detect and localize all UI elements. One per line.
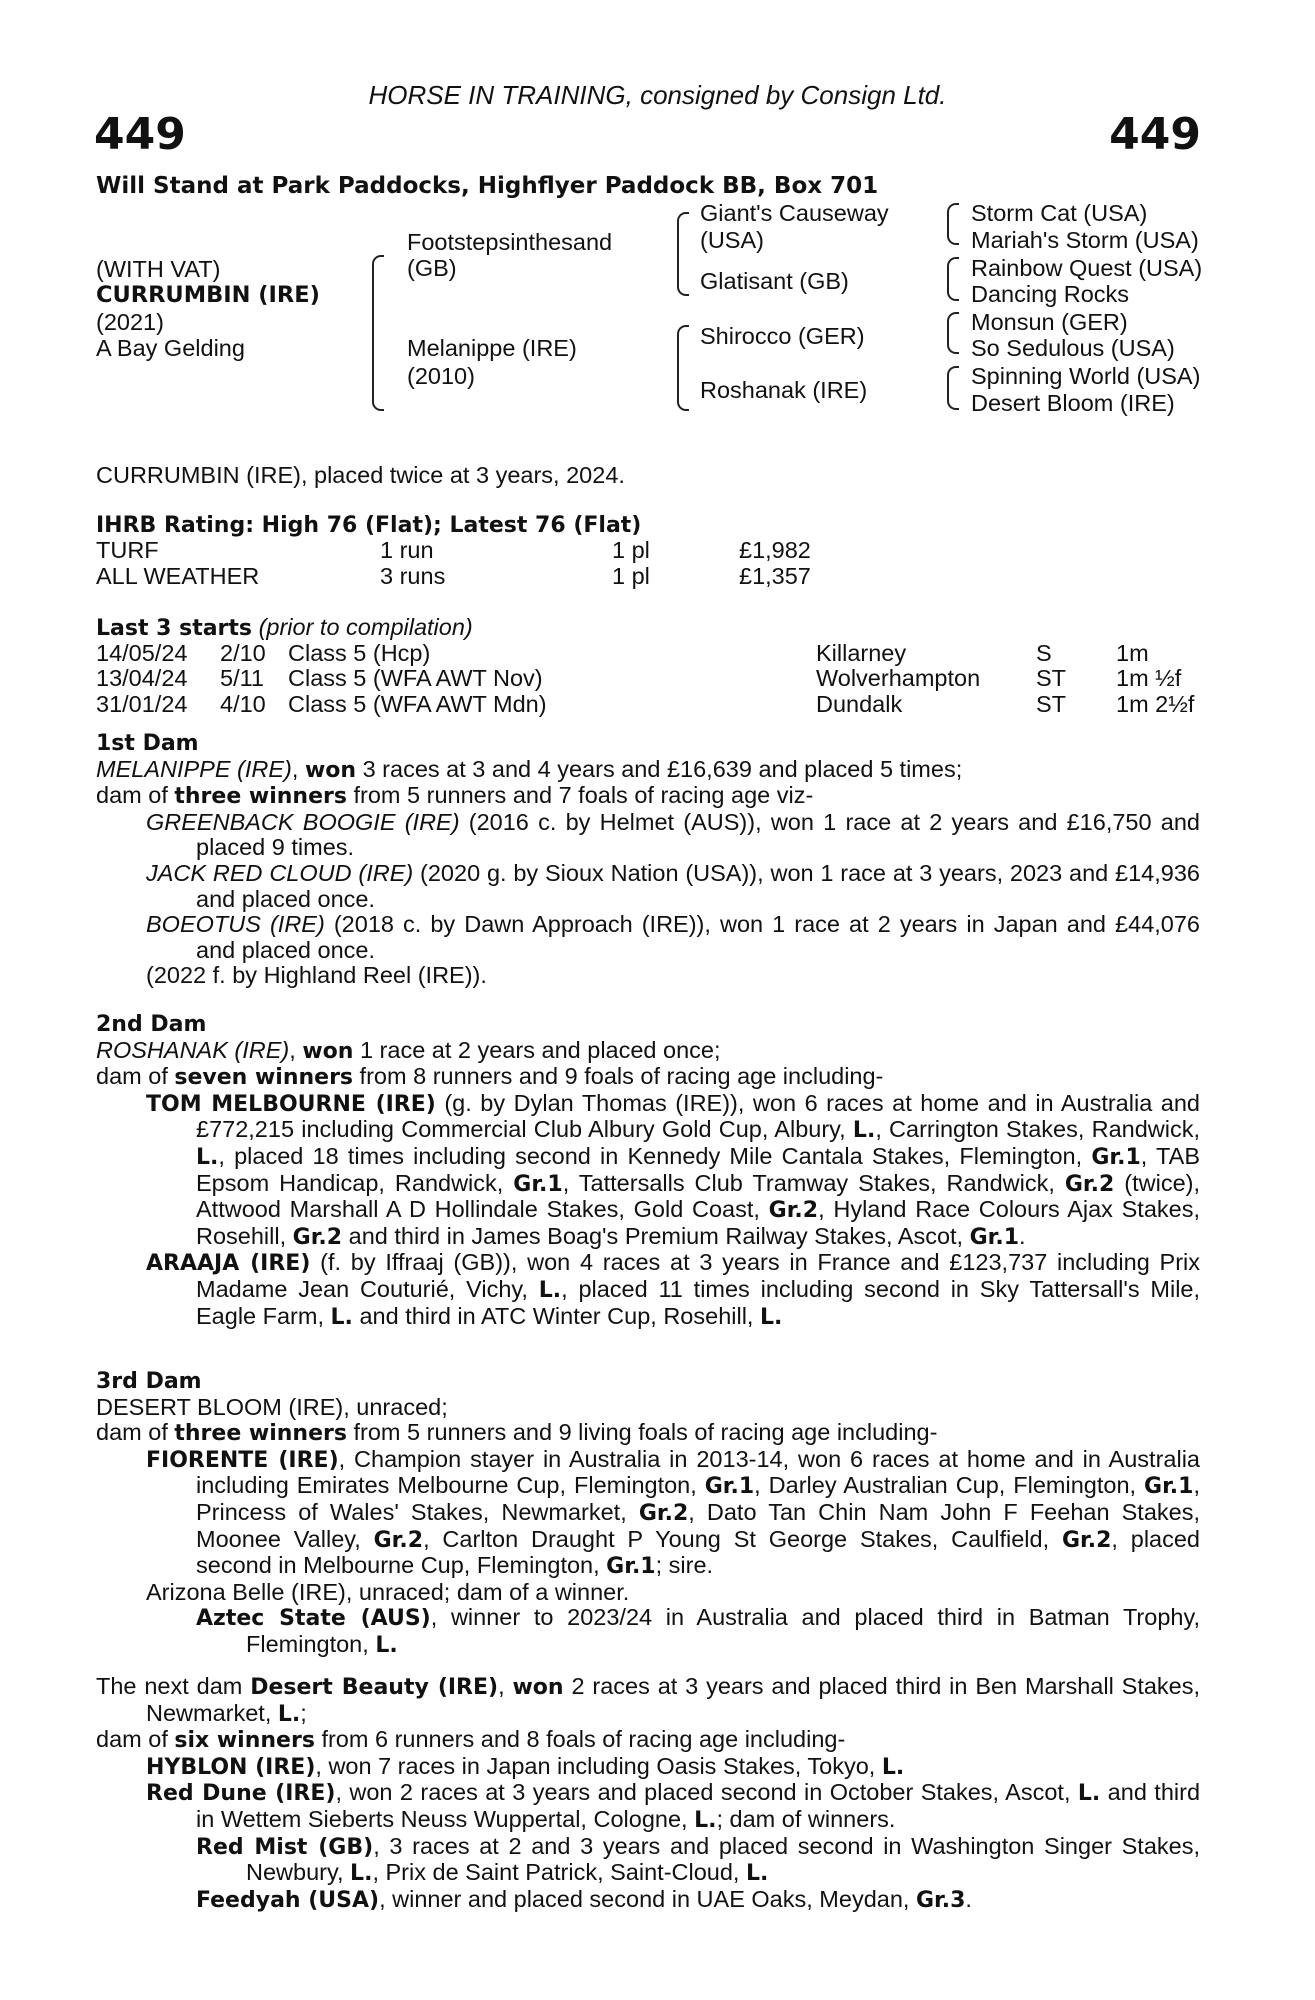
race-grade: L. xyxy=(350,1861,373,1887)
lot-number-right: 449 xyxy=(1109,109,1201,160)
horse-description: A Bay Gelding xyxy=(96,335,245,361)
produce-text: ; sire. xyxy=(655,1552,714,1579)
winners-count: three winners xyxy=(174,784,347,810)
first-dam-heading: 1st Dam xyxy=(96,731,199,756)
pedigree-ggp-6: So Sedulous (USA) xyxy=(971,335,1175,361)
second-dam-record-text: 1 race at 2 years and placed once; xyxy=(353,1036,721,1063)
race-grade: L. xyxy=(196,1144,219,1170)
start-position: 4/10 xyxy=(220,691,266,717)
first-dam-name: MELANIPPE (IRE) xyxy=(96,755,292,782)
first-dam-record: MELANIPPE (IRE), won 3 races at 3 and 4 years and £16,639 and placed 5 times; xyxy=(96,755,963,783)
pedigree-sire-dam: Glatisant (GB) xyxy=(700,268,849,294)
winners-count: seven winners xyxy=(174,1065,354,1091)
pedigree-ggp-4: Dancing Rocks xyxy=(971,281,1130,307)
race-grade: Gr.1 xyxy=(1091,1144,1141,1170)
pedigree-brace-sire xyxy=(677,212,689,296)
race-grade: L. xyxy=(277,1701,301,1727)
stand-location: Will Stand at Park Paddocks, Highflyer Paddock BB, Box 701 xyxy=(96,173,879,199)
race-grade: Gr.2 xyxy=(292,1224,343,1250)
third-dam-heading: 3rd Dam xyxy=(96,1369,202,1394)
start-going: ST xyxy=(1036,665,1067,691)
produce-text: , Prix de Saint Patrick, Saint-Cloud, xyxy=(372,1859,746,1886)
winners-count: six winners xyxy=(174,1728,315,1754)
ihrb-heading: IHRB Rating: High 76 (Flat); Latest 76 (Flat) xyxy=(96,513,642,538)
pedigree-dam-sire: Shirocco (GER) xyxy=(700,323,865,349)
ihrb-prize: £1,982 xyxy=(739,537,811,563)
race-grade: Gr.2 xyxy=(373,1527,424,1553)
ihrb-placed: 1 pl xyxy=(612,563,650,589)
produce-entry xyxy=(96,1447,1200,1580)
separator: , xyxy=(498,1673,513,1699)
produce-entry xyxy=(96,1754,1200,1781)
produce-text: and third in James Boag's Premium Railway Stakes, Ascot, xyxy=(342,1222,970,1249)
start-course: Dundalk xyxy=(816,691,903,717)
produce-text: , Darley Australian Cup, Flemington, xyxy=(754,1472,1145,1499)
produce-name: HYBLON (IRE) xyxy=(146,1754,316,1780)
produce-text: , Hyland Race Colours Ajax Stakes, Rosehill, xyxy=(196,1196,1200,1249)
next-dam-produce-intro xyxy=(96,1727,1200,1754)
next-dam-intro: The next dam xyxy=(96,1673,251,1699)
start-course: Killarney xyxy=(816,640,907,666)
ihrb-placed: 1 pl xyxy=(612,537,650,563)
next-dam-name: Desert Beauty (IRE) xyxy=(250,1675,499,1700)
pedigree-dam: Melanippe (IRE) xyxy=(407,335,577,361)
won-label: won xyxy=(304,757,357,783)
pedigree-dam-dam: Roshanak (IRE) xyxy=(700,377,868,403)
produce-text: , Carrington Stakes, Randwick, xyxy=(875,1116,1200,1143)
ihrb-surface: ALL WEATHER xyxy=(96,563,260,589)
produce-text: . xyxy=(965,1885,972,1912)
produce-text: , TAB Epsom Handicap, Randwick, xyxy=(196,1142,1200,1196)
start-going: S xyxy=(1036,640,1052,666)
dam-of-label: dam of xyxy=(96,782,175,809)
second-dam-produce-intro xyxy=(96,1064,1200,1091)
first-dam-record-text: 3 races at 3 and 4 years and £16,639 and placed 5 times; xyxy=(356,755,963,782)
race-grade: Gr.2 xyxy=(1061,1527,1112,1553)
ihrb-runs: 3 runs xyxy=(380,563,446,589)
pedigree-brace-3 xyxy=(947,312,959,354)
start-distance: 1m ½f xyxy=(1116,665,1182,691)
ihrb-runs: 1 run xyxy=(380,537,434,563)
produce-text: , placed 11 times including second in Sky Tattersall's Mile, Eagle Farm, xyxy=(196,1275,1201,1329)
start-going: ST xyxy=(1036,691,1067,717)
race-grade: L. xyxy=(759,1304,783,1330)
race-grade: L. xyxy=(330,1304,353,1330)
lot-number-left: 449 xyxy=(94,109,186,160)
produce-name: FIORENTE (IRE) xyxy=(146,1447,339,1473)
first-dam-section xyxy=(96,731,1200,989)
race-grade: Gr.2 xyxy=(1064,1171,1115,1197)
produce-text: , Champion stayer in Australia in 2013-14, won 6 races at home and in Australia including Emirates Melbourne Cup, Flemington, xyxy=(196,1445,1200,1499)
start-position: 5/11 xyxy=(220,665,264,691)
produce-text: , winner to 2023/24 in Australia and placed third in Batman Trophy, Flemington, xyxy=(246,1604,1200,1657)
produce-text: , won 7 races in Japan including Oasis Stakes, Tokyo, xyxy=(315,1752,882,1779)
horse-name: CURRUMBIN (IRE) xyxy=(96,282,320,308)
third-dam-record: DESERT BLOOM (IRE), unraced; xyxy=(96,1393,448,1420)
third-dam-produce-intro xyxy=(96,1420,1200,1447)
produce-text: (f. by Iffraaj (GB)), won 4 races at 3 years in France and £123,737 including Prix Madame Jean Couturié, Vichy, xyxy=(196,1249,1201,1302)
racing-summary: CURRUMBIN (IRE), placed twice at 3 years, 2024. xyxy=(96,462,625,488)
dam-of-text: from 5 runners and 9 living foals of racing age including- xyxy=(346,1419,938,1446)
produce-text: , 3 races at 2 and 3 years and placed second in Washington Singer Stakes, Newbury, xyxy=(246,1832,1200,1886)
produce-name: ARAAJA (IRE) xyxy=(146,1251,311,1277)
race-grade: L. xyxy=(694,1807,717,1833)
won-label: won xyxy=(302,1038,354,1064)
start-race: Class 5 (Hcp) xyxy=(288,640,431,666)
race-grade: L. xyxy=(852,1118,876,1144)
start-date: 14/05/24 xyxy=(96,640,188,666)
produce-entry xyxy=(96,810,1200,861)
produce-text: , placed second in Melbourne Cup, Flemington, xyxy=(196,1525,1200,1579)
produce-text: , winner and placed second in UAE Oaks, Meydan, xyxy=(379,1885,916,1912)
produce-entry xyxy=(96,1605,1200,1658)
produce-entry xyxy=(96,1580,1200,1606)
produce-entry xyxy=(96,1887,1200,1914)
pedigree-ggp-8: Desert Bloom (IRE) xyxy=(971,390,1175,416)
won-label: won xyxy=(512,1675,564,1700)
produce-text: (2020 g. by Sioux Nation (USA)), won 1 race at 3 years, 2023 and £14,936 and placed once. xyxy=(196,859,1200,912)
race-grade: Gr.1 xyxy=(1144,1474,1194,1500)
race-grade: L. xyxy=(881,1754,905,1780)
horse-year: (2021) xyxy=(96,309,164,335)
race-grade: Gr.1 xyxy=(606,1554,656,1580)
produce-entry xyxy=(96,861,1200,912)
produce-text: , placed 18 times including second in Kennedy Mile Cantala Stakes, Flemington, xyxy=(218,1142,1092,1169)
next-dam-text: 2 races at 3 years and placed third in Ben Marshall Stakes, Newmarket, xyxy=(146,1673,1201,1726)
produce-name: JACK RED CLOUD (IRE) xyxy=(146,859,414,886)
first-dam-produce-intro xyxy=(96,783,1200,810)
produce-entry xyxy=(96,912,1200,963)
produce-entry xyxy=(96,1091,1200,1251)
winners-count: three winners xyxy=(174,1421,347,1447)
pedigree-sire-sire: Giant's Causeway xyxy=(700,200,889,226)
produce-name: TOM MELBOURNE (IRE) xyxy=(146,1091,436,1117)
dam-of-label: dam of xyxy=(96,1419,175,1446)
produce-text: , Carlton Draught P Young St George Stakes, Caulfield, xyxy=(423,1525,1062,1552)
ihrb-surface: TURF xyxy=(96,537,159,563)
vat-note: (WITH VAT) xyxy=(96,256,221,282)
race-grade: L. xyxy=(375,1632,398,1658)
third-dam-section xyxy=(96,1369,1200,1659)
start-date: 31/01/24 xyxy=(96,691,188,717)
ihrb-row xyxy=(96,564,259,590)
produce-text: (2016 c. by Helmet (AUS)), won 1 race at 2 years and £16,750 and placed 9 times. xyxy=(196,808,1200,861)
pedigree-sire: Footstepsinthesand xyxy=(407,229,613,255)
page-header xyxy=(0,80,1315,111)
produce-text: , Tattersalls Club Tramway Stakes, Randwick, xyxy=(562,1169,1065,1196)
next-dam-text: ; xyxy=(300,1699,307,1726)
pedigree-ggp-2: Mariah's Storm (USA) xyxy=(971,227,1199,253)
pedigree-brace-1 xyxy=(947,203,959,245)
race-grade: Gr.2 xyxy=(638,1500,689,1526)
produce-entry xyxy=(96,1780,1200,1833)
race-grade: L. xyxy=(745,1861,769,1887)
pedigree-brace-main xyxy=(372,255,384,411)
race-grade: Gr.1 xyxy=(969,1224,1020,1250)
second-dam-record: ROSHANAK (IRE), won 1 race at 2 years and placed once; xyxy=(96,1036,721,1064)
race-grade: Gr.1 xyxy=(704,1474,755,1500)
produce-text: , won 2 races at 3 years and placed second in October Stakes, Ascot, xyxy=(335,1779,1078,1806)
produce-name: Red Mist (GB) xyxy=(196,1834,374,1860)
dam-of-text: from 5 runners and 7 foals of racing age viz- xyxy=(346,782,814,809)
produce-name: BOEOTUS (IRE) xyxy=(146,911,325,938)
produce-text: (2018 c. by Dawn Approach (IRE)), won 1 race at 2 years in Japan and £44,076 and placed once. xyxy=(196,911,1200,963)
produce-name: Red Dune (IRE) xyxy=(146,1781,336,1807)
header-title: HORSE IN TRAINING, consigned by Consign Ltd. xyxy=(368,80,947,110)
start-distance: 1m 2½f xyxy=(1116,691,1195,717)
race-grade: Gr.3 xyxy=(915,1887,966,1913)
start-race: Class 5 (WFA AWT Nov) xyxy=(288,665,543,691)
start-course: Wolverhampton xyxy=(816,665,981,691)
produce-text: . xyxy=(1019,1222,1026,1249)
produce-text: , Dato Tan Chin Nam John F Feehan Stakes, Moonee Valley, xyxy=(196,1498,1200,1552)
produce-text: , Princess of Wales' Stakes, Newmarket, xyxy=(196,1472,1200,1525)
dam-of-label: dam of xyxy=(96,1726,175,1753)
produce-text: ; dam of winners. xyxy=(716,1805,896,1832)
pedigree-sire-sire-country: (USA) xyxy=(700,227,764,253)
pedigree-sire-country: (GB) xyxy=(407,255,457,281)
produce-text: (g. by Dylan Thomas (IRE)), won 6 races at home and in Australia and £772,215 including Commercial Club Albury Gold Cup, Albury, xyxy=(196,1089,1200,1143)
start-race: Class 5 (WFA AWT Mdn) xyxy=(288,691,547,717)
produce-text: and third in Wettem Sieberts Neuss Wuppertal, Cologne, xyxy=(196,1779,1201,1832)
ihrb-row xyxy=(96,538,159,564)
second-dam-name: ROSHANAK (IRE) xyxy=(96,1036,290,1063)
pedigree-ggp-3: Rainbow Quest (USA) xyxy=(971,255,1203,281)
last-starts-note: (prior to compilation) xyxy=(258,614,473,640)
pedigree-brace-2 xyxy=(947,257,959,301)
race-grade: L. xyxy=(1077,1781,1101,1807)
produce-name: GREENBACK BOOGIE (IRE) xyxy=(146,808,460,835)
produce-text: Arizona Belle (IRE), unraced; dam of a winner. xyxy=(146,1578,630,1605)
pedigree-dam-year: (2010) xyxy=(407,363,475,389)
produce-entry xyxy=(96,963,1200,989)
pedigree-ggp-7: Spinning World (USA) xyxy=(971,363,1201,389)
start-distance: 1m xyxy=(1116,640,1149,666)
pedigree-ggp-1: Storm Cat (USA) xyxy=(971,200,1148,226)
produce-entry xyxy=(96,1834,1200,1887)
produce-name: Feedyah (USA) xyxy=(196,1887,380,1913)
dam-of-text: from 6 runners and 8 foals of racing age including- xyxy=(314,1726,846,1753)
second-dam-section xyxy=(96,1012,1200,1330)
pedigree-brace-dam xyxy=(677,325,689,411)
pedigree-ggp-5: Monsun (GER) xyxy=(971,309,1128,335)
last-starts-title: Last 3 starts xyxy=(96,616,253,641)
second-dam-heading: 2nd Dam xyxy=(96,1012,207,1037)
produce-name: Aztec State (AUS) xyxy=(196,1606,431,1632)
produce-text: and third in ATC Winter Cup, Rosehill, xyxy=(352,1302,760,1329)
produce-text: (twice), Attwood Marshall A D Hollindale Stakes, Gold Coast, xyxy=(196,1169,1200,1223)
produce-text: (2022 f. by Highland Reel (IRE)). xyxy=(146,962,487,989)
start-date: 13/04/24 xyxy=(96,665,188,691)
produce-entry xyxy=(96,1250,1200,1330)
race-grade: Gr.2 xyxy=(768,1198,819,1224)
dam-of-text: from 8 runners and 9 foals of racing age including- xyxy=(353,1063,884,1090)
pedigree-brace-4 xyxy=(947,366,959,410)
race-grade: L. xyxy=(538,1277,562,1303)
next-dam-section xyxy=(96,1674,1200,1913)
ihrb-prize: £1,357 xyxy=(739,563,811,589)
start-position: 2/10 xyxy=(220,640,266,666)
next-dam-record xyxy=(96,1674,1200,1727)
race-grade: Gr.1 xyxy=(513,1171,563,1197)
dam-of-label: dam of xyxy=(96,1063,175,1090)
last-starts-heading xyxy=(96,614,473,641)
